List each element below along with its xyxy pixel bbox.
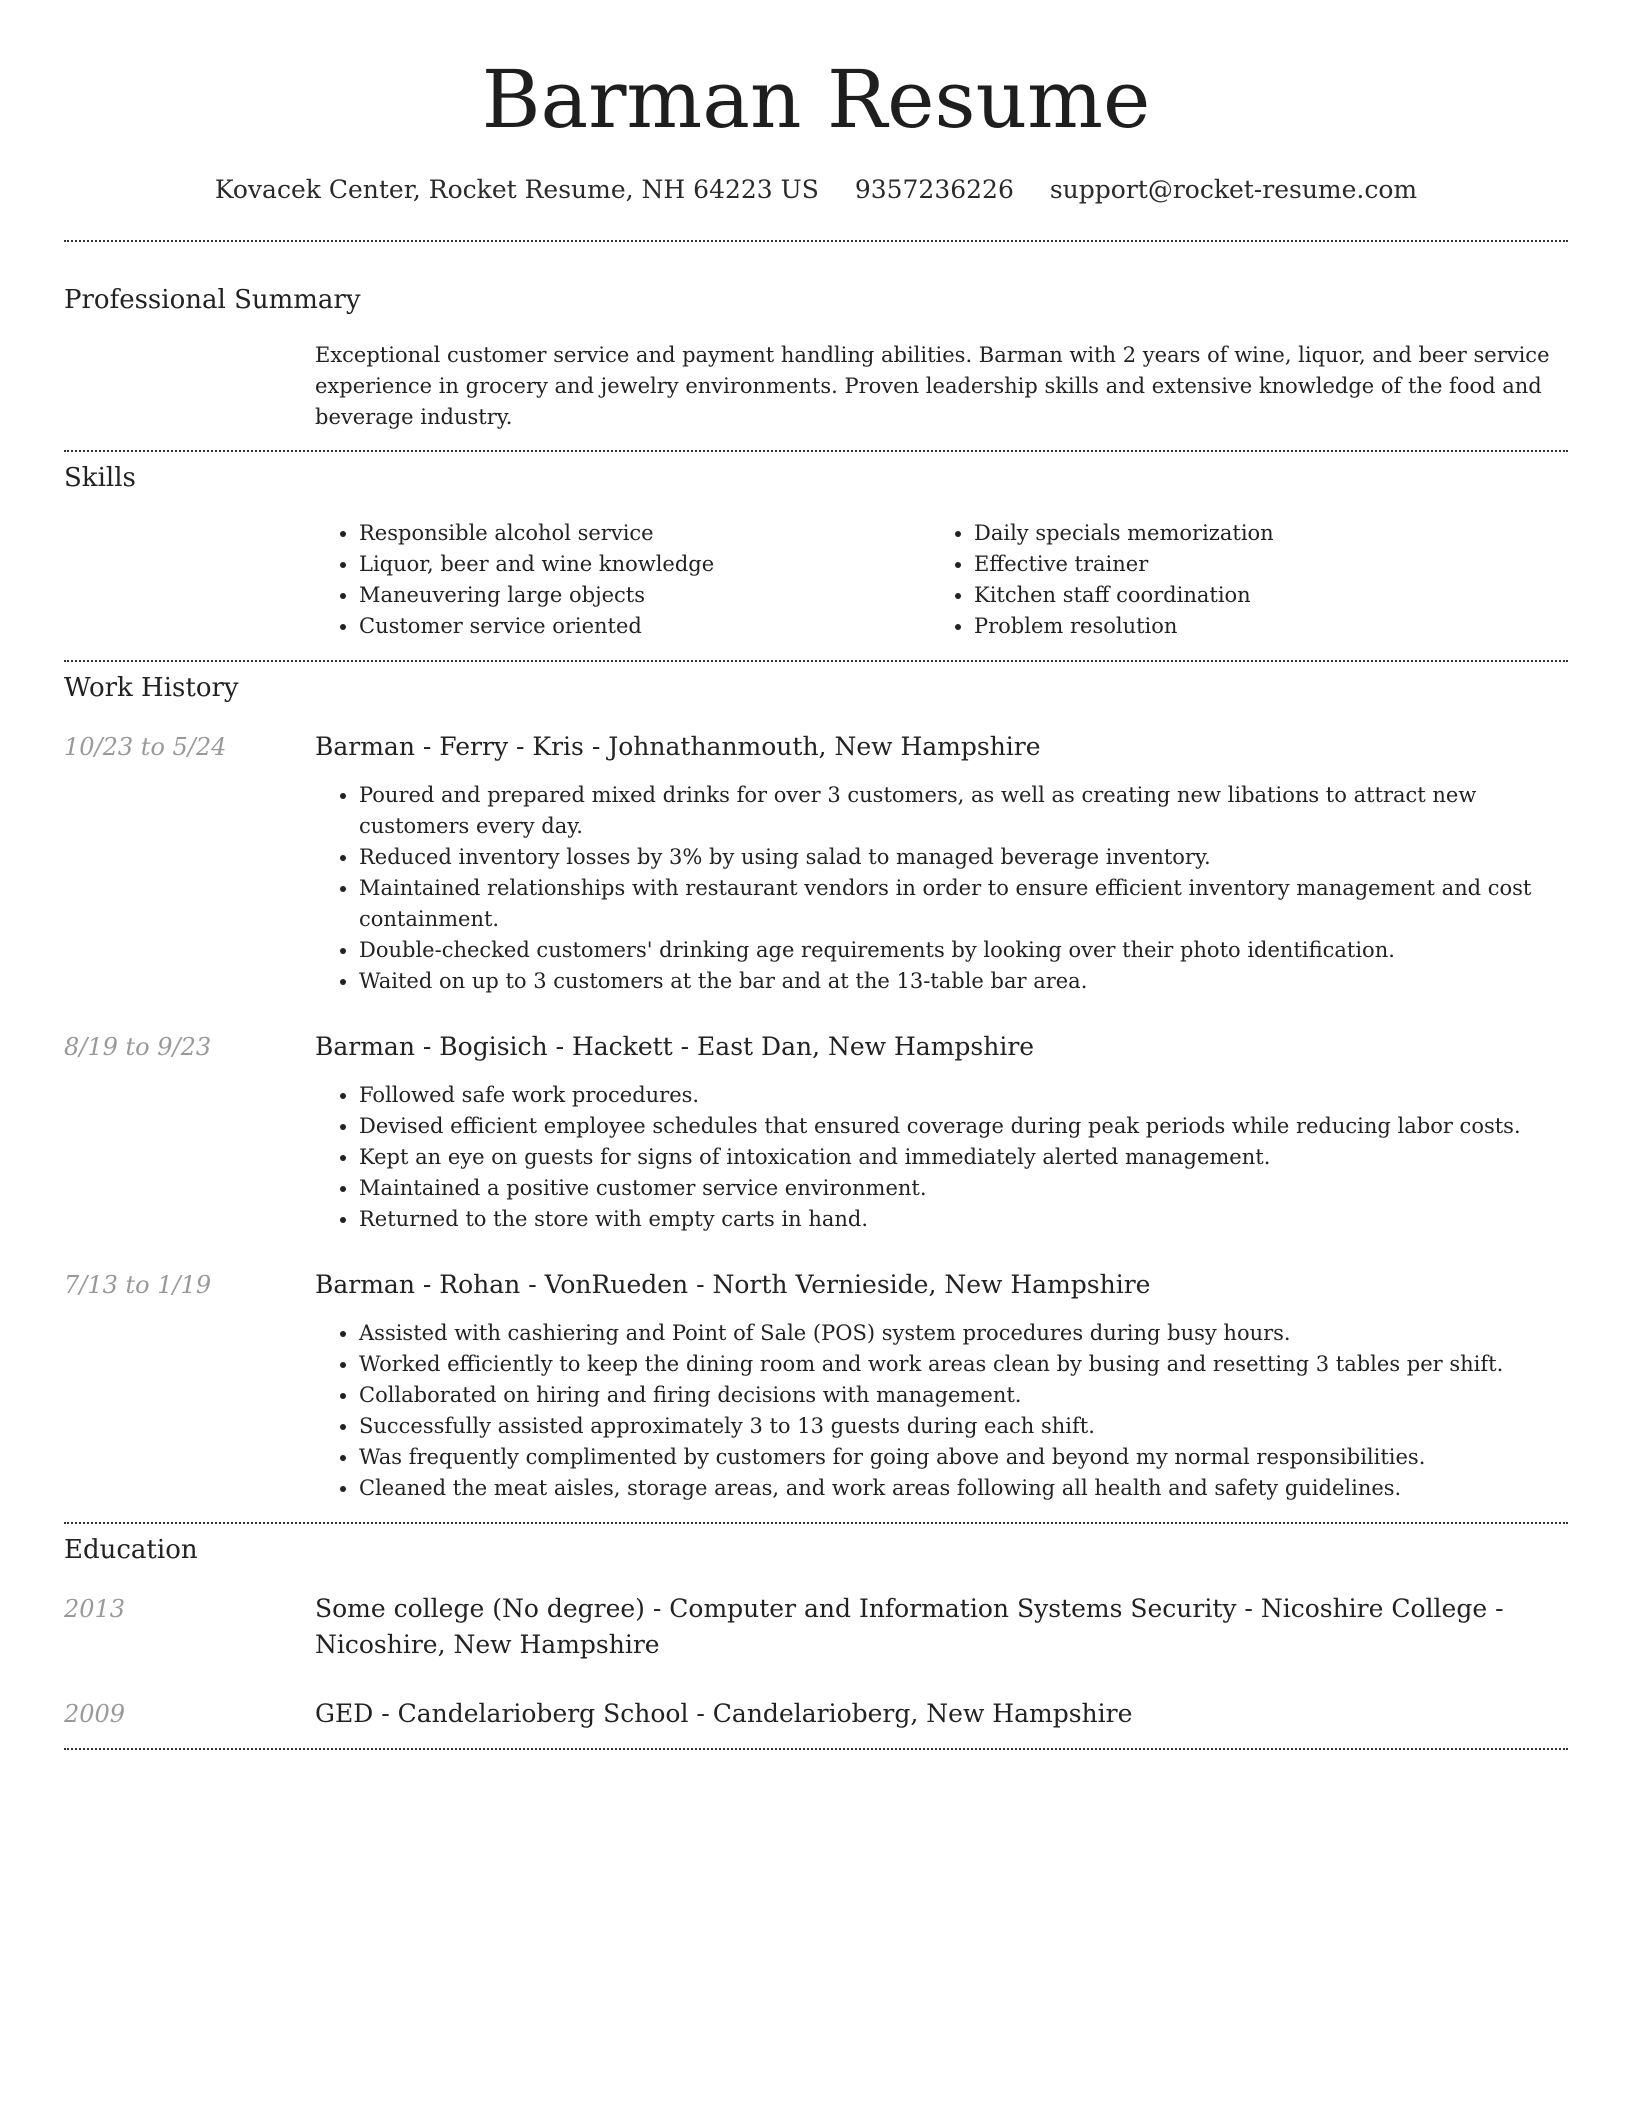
- job-bullet: • Cleaned the meat aisles, storage areas, and work areas following all health and safety guidelines.: [359, 1473, 1568, 1504]
- job-title: Barman - Rohan - VonRueden - North Vernieside, New Hampshire: [315, 1270, 1151, 1299]
- job-dates: 8/19 to 9/23: [64, 1033, 212, 1061]
- job-title: Barman - Ferry - Kris - Johnathanmouth, New Hampshire: [315, 732, 1041, 761]
- section-title-education: Education: [64, 1535, 198, 1565]
- job-bullet: • Successfully assisted approximately 3 to 13 guests during each shift.: [359, 1411, 1568, 1442]
- section-title-skills: Skills: [64, 463, 136, 493]
- job-bullet: • Followed safe work procedures.: [359, 1080, 1568, 1111]
- skills-list-right: [930, 518, 1530, 642]
- section-title-summary: Professional Summary: [64, 285, 361, 315]
- job-bullet: • Double-checked customers' drinking age requirements by looking over their photo identification.: [359, 935, 1568, 966]
- section-title-work: Work History: [64, 673, 239, 703]
- skill-item: • Daily specials memorization: [974, 518, 1530, 549]
- skill-item: • Customer service oriented: [359, 611, 915, 642]
- job-dates: 10/23 to 5/24: [64, 733, 227, 761]
- skill-item: • Responsible alcohol service: [359, 518, 915, 549]
- skill-item: • Effective trainer: [974, 549, 1530, 580]
- education-year: 2009: [64, 1700, 126, 1728]
- skill-item: • Problem resolution: [974, 611, 1530, 642]
- contact-line: [64, 170, 1568, 210]
- skill-item: • Liquor, beer and wine knowledge: [359, 549, 915, 580]
- contact-email: support@rocket-resume.com: [1049, 175, 1418, 204]
- contact-address: Kovacek Center, Rocket Resume, NH 64223 US: [214, 175, 819, 204]
- skill-item: • Kitchen staff coordination: [974, 580, 1530, 611]
- job-bullet: • Maintained a positive customer service environment.: [359, 1173, 1568, 1204]
- divider: [64, 1522, 1568, 1524]
- divider: [64, 240, 1568, 242]
- job-bullet: • Returned to the store with empty carts in hand.: [359, 1204, 1568, 1235]
- job-bullets: [315, 1318, 1568, 1504]
- job-bullet: • Reduced inventory losses by 3% by using salad to managed beverage inventory.: [359, 842, 1568, 873]
- skill-item: • Maneuvering large objects: [359, 580, 915, 611]
- divider: [64, 1748, 1568, 1750]
- summary-text: Exceptional customer service and payment handling abilities. Barman with 2 years of wine, liquor, and beer service experience in grocery and jewelry environments. Proven leadership skills and extensive knowledge of the food and beverage industry.: [315, 343, 1550, 429]
- job-bullet: • Was frequently complimented by customers for going above and beyond my normal responsibilities.: [359, 1442, 1568, 1473]
- job-bullet: • Waited on up to 3 customers at the bar and at the 13-table bar area.: [359, 966, 1568, 997]
- job-bullet: • Maintained relationships with restaurant vendors in order to ensure efficient inventory management and cost containment.: [359, 873, 1568, 935]
- resume-title: Barman Resume: [481, 53, 1151, 146]
- education-entry: GED - Candelarioberg School - Candelarioberg, New Hampshire: [315, 1699, 1133, 1728]
- job-title: Barman - Bogisich - Hackett - East Dan, New Hampshire: [315, 1032, 1035, 1061]
- job-bullets: [315, 1080, 1568, 1235]
- job-bullet: • Worked efficiently to keep the dining room and work areas clean by busing and resetting 3 tables per shift.: [359, 1349, 1568, 1380]
- education-entry: Some college (No degree) - Computer and Information Systems Security - Nicoshire College - Nicoshire, New Hampshire: [315, 1594, 1504, 1659]
- job-bullet: • Devised efficient employee schedules that ensured coverage during peak periods while reducing labor costs.: [359, 1111, 1568, 1142]
- job-bullet: • Collaborated on hiring and firing decisions with management.: [359, 1380, 1568, 1411]
- education-year: 2013: [64, 1595, 126, 1623]
- divider: [64, 450, 1568, 452]
- job-bullet: • Kept an eye on guests for signs of intoxication and immediately alerted management.: [359, 1142, 1568, 1173]
- divider: [64, 660, 1568, 662]
- job-dates: 7/13 to 1/19: [64, 1271, 212, 1299]
- skills-list-left: [315, 518, 915, 642]
- contact-phone: 9357236226: [854, 175, 1014, 204]
- job-bullet: • Poured and prepared mixed drinks for over 3 customers, as well as creating new libations to attract new customers every day.: [359, 780, 1568, 842]
- job-bullets: [315, 780, 1568, 997]
- job-bullet: • Assisted with cashiering and Point of Sale (POS) system procedures during busy hours.: [359, 1318, 1568, 1349]
